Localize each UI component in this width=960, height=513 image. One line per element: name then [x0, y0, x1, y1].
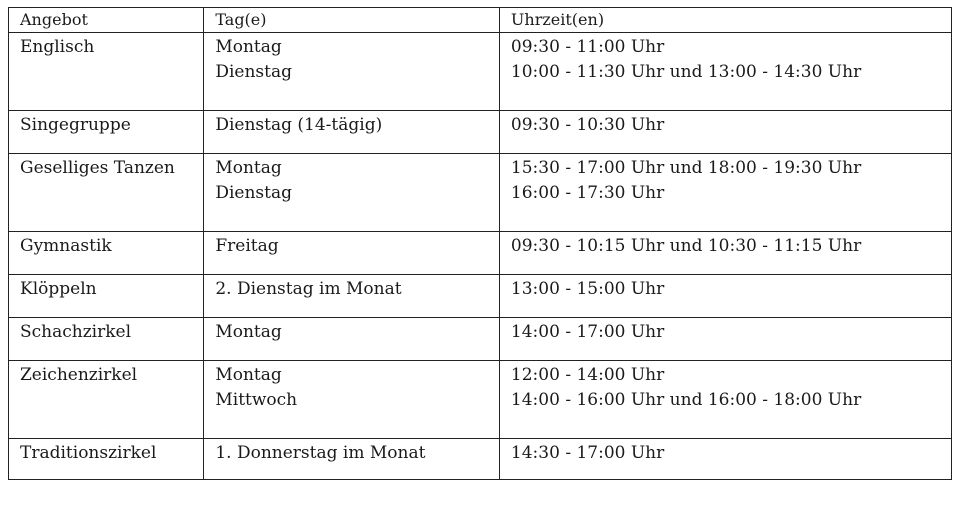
- header-offer: Angebot: [9, 8, 204, 33]
- offer-name: Singegruppe: [20, 115, 131, 135]
- cell-days: [204, 111, 500, 154]
- table-row: [9, 232, 952, 275]
- cell-times: [499, 232, 951, 275]
- cell-times: [499, 154, 951, 232]
- cell-times: [499, 439, 951, 480]
- time-entry: 14:30 - 17:00 Uhr: [510, 443, 665, 463]
- cell-days: [204, 361, 500, 439]
- offer-name: Geselliges Tanzen: [20, 158, 175, 178]
- time-entry: 09:30 - 10:15 Uhr und 10:30 - 11:15 Uhr: [510, 236, 862, 256]
- cell-times: [499, 361, 951, 439]
- time-entry: 10:00 - 11:30 Uhr und 13:00 - 14:30 Uhr: [510, 62, 862, 82]
- cell-offer: [9, 111, 204, 154]
- table-row: [9, 318, 952, 361]
- time-entry: 16:00 - 17:30 Uhr: [510, 183, 665, 203]
- cell-offer: [9, 232, 204, 275]
- offer-name: Englisch: [20, 37, 95, 57]
- day-entry: Dienstag: [215, 183, 292, 203]
- table-header-row: [9, 8, 952, 33]
- cell-offer: [9, 439, 204, 480]
- offer-name: Klöppeln: [20, 279, 97, 299]
- day-entry: Montag: [215, 322, 282, 342]
- day-entry: 2. Dienstag im Monat: [215, 279, 402, 299]
- cell-offer: [9, 154, 204, 232]
- cell-offer: [9, 361, 204, 439]
- schedule-table: [8, 7, 952, 480]
- cell-days: [204, 232, 500, 275]
- day-entry: Montag: [215, 37, 282, 57]
- table-row: [9, 439, 952, 480]
- day-entry: Dienstag (14-tägig): [215, 115, 383, 135]
- time-entry: 12:00 - 14:00 Uhr: [510, 365, 665, 385]
- table-row: [9, 361, 952, 439]
- day-entry: Montag: [215, 158, 282, 178]
- time-entry: 15:30 - 17:00 Uhr und 18:00 - 19:30 Uhr: [510, 158, 862, 178]
- table-row: [9, 111, 952, 154]
- time-entry: 14:00 - 17:00 Uhr: [510, 322, 665, 342]
- table-row: [9, 33, 952, 111]
- day-entry: 1. Donnerstag im Monat: [215, 443, 426, 463]
- cell-days: [204, 439, 500, 480]
- time-entry: 13:00 - 15:00 Uhr: [510, 279, 665, 299]
- cell-days: [204, 154, 500, 232]
- time-entry: 09:30 - 11:00 Uhr: [510, 37, 665, 57]
- header-days: Tag(e): [204, 8, 500, 33]
- cell-times: [499, 33, 951, 111]
- cell-times: [499, 275, 951, 318]
- day-entry: Freitag: [215, 236, 279, 256]
- cell-days: [204, 33, 500, 111]
- time-entry: 09:30 - 10:30 Uhr: [510, 115, 665, 135]
- cell-offer: [9, 318, 204, 361]
- day-entry: Dienstag: [215, 62, 292, 82]
- cell-times: [499, 318, 951, 361]
- offer-name: Gymnastik: [20, 236, 112, 256]
- offer-name: Zeichenzirkel: [20, 365, 138, 385]
- table-row: [9, 275, 952, 318]
- cell-offer: [9, 275, 204, 318]
- table-row: [9, 154, 952, 232]
- cell-days: [204, 318, 500, 361]
- cell-days: [204, 275, 500, 318]
- offer-name: Schachzirkel: [20, 322, 132, 342]
- cell-offer: [9, 33, 204, 111]
- offer-name: Traditionszirkel: [20, 443, 157, 463]
- header-times: Uhrzeit(en): [499, 8, 951, 33]
- day-entry: Montag: [215, 365, 282, 385]
- day-entry: Mittwoch: [215, 390, 298, 410]
- cell-times: [499, 111, 951, 154]
- time-entry: 14:00 - 16:00 Uhr und 16:00 - 18:00 Uhr: [510, 390, 862, 410]
